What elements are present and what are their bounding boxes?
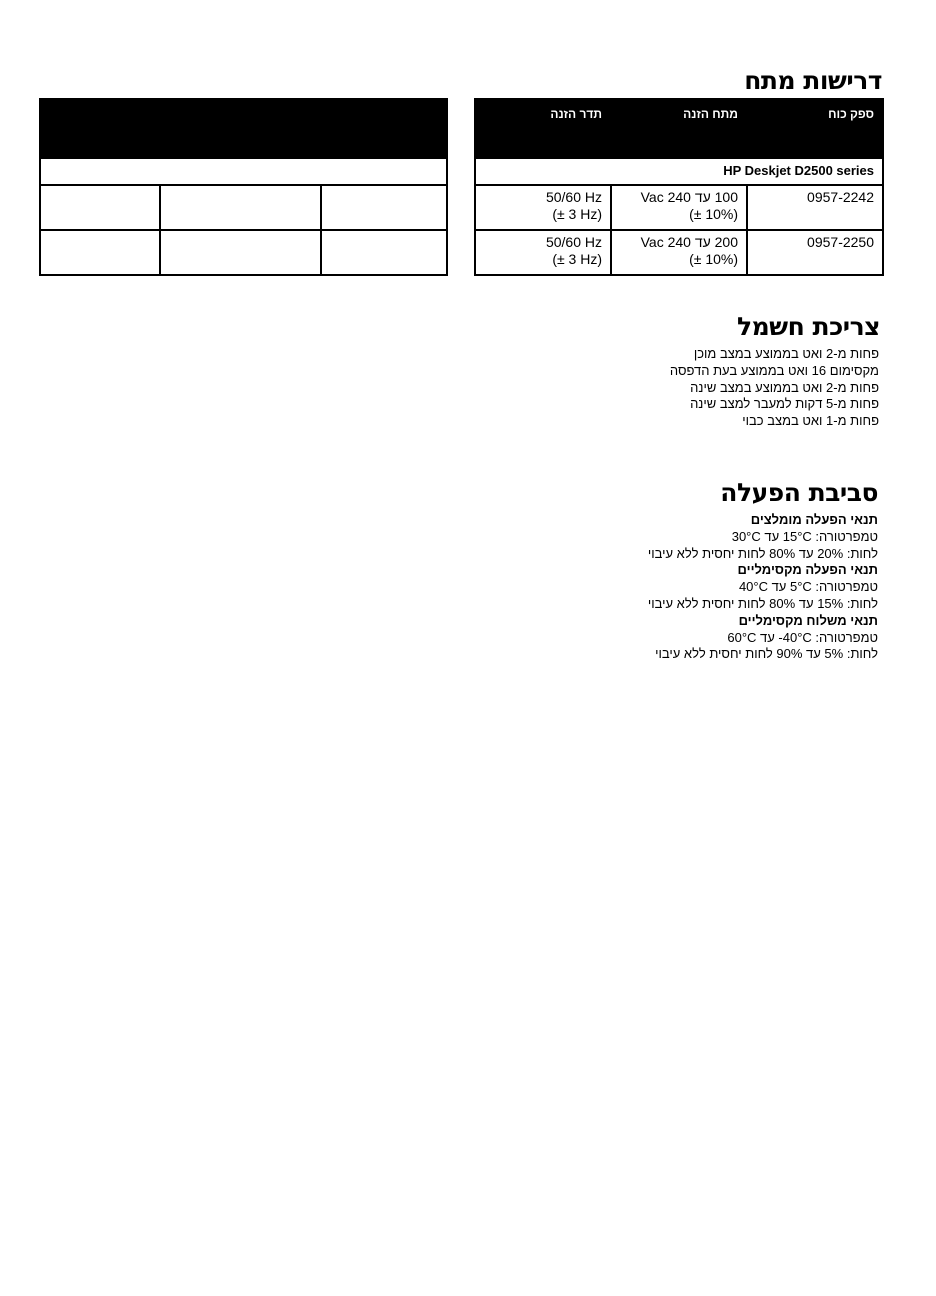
list-item: פחות מ-5 דקות למעבר למצב שינה [690, 396, 879, 412]
ship-title: תנאי משלוח מקסימליים [738, 612, 878, 628]
environment-title: סביבת הפעלה [720, 478, 878, 507]
empty-table [39, 98, 448, 276]
power-table [474, 98, 884, 276]
recommended-temp: טמפרטורה: 15°C עד 30°C [731, 528, 878, 544]
frequency-cell: 50/60 Hz (± 3 Hz) [475, 185, 611, 230]
ship-temp: טמפרטורה: ‎-40°C עד 60°C [727, 629, 878, 645]
max-temp: טמפרטורה: 5°C עד 40°C [738, 579, 878, 595]
environment-list [648, 512, 878, 663]
supply-cell: 0957-2242 [747, 185, 883, 230]
power-title: דרישות מתח [744, 66, 882, 95]
max-title: תנאי הפעלה מקסימליים [737, 562, 878, 578]
header-supply: ספק כוח [747, 99, 883, 158]
voltage-cell: 100 עד 240 Vac (± 10%) [611, 185, 747, 230]
empty-cell [40, 230, 160, 275]
list-item: מקסימום 16 ואט בממוצע בעת הדפסה [669, 362, 879, 378]
empty-table-header [40, 99, 447, 158]
empty-cell [160, 185, 321, 230]
ship-humidity: לחות: 5% עד 90% לחות יחסית ללא עיבוי [655, 646, 878, 662]
empty-cell [321, 185, 447, 230]
consumption-list [670, 346, 879, 430]
empty-cell [40, 185, 160, 230]
empty-cell [160, 230, 321, 275]
list-item: פחות מ-1 ואט במצב כבוי [742, 413, 879, 429]
max-humidity: לחות: 15% עד 80% לחות יחסית ללא עיבוי [647, 595, 878, 611]
table-row [475, 185, 883, 230]
header-frequency: תדר הזנה [475, 99, 611, 158]
voltage-cell: 200 עד 240 Vac (± 10%) [611, 230, 747, 275]
header-voltage: מתח הזנה [611, 99, 747, 158]
table-row [475, 230, 883, 275]
series-row: HP Deskjet D2500 series [475, 158, 883, 185]
recommended-humidity: לחות: 20% עד 80% לחות יחסית ללא עיבוי [647, 545, 878, 561]
frequency-cell: 50/60 Hz (± 3 Hz) [475, 230, 611, 275]
recommended-title: תנאי הפעלה מומלצים [750, 512, 878, 527]
list-item: פחות מ-2 ואט בממוצע במצב שינה [690, 379, 879, 395]
consumption-title: צריכת חשמל [736, 312, 880, 341]
list-item: פחות מ-2 ואט בממוצע במצב מוכן [693, 346, 879, 361]
empty-table-series-row [40, 158, 447, 185]
supply-cell: 0957-2250 [747, 230, 883, 275]
empty-cell [321, 230, 447, 275]
